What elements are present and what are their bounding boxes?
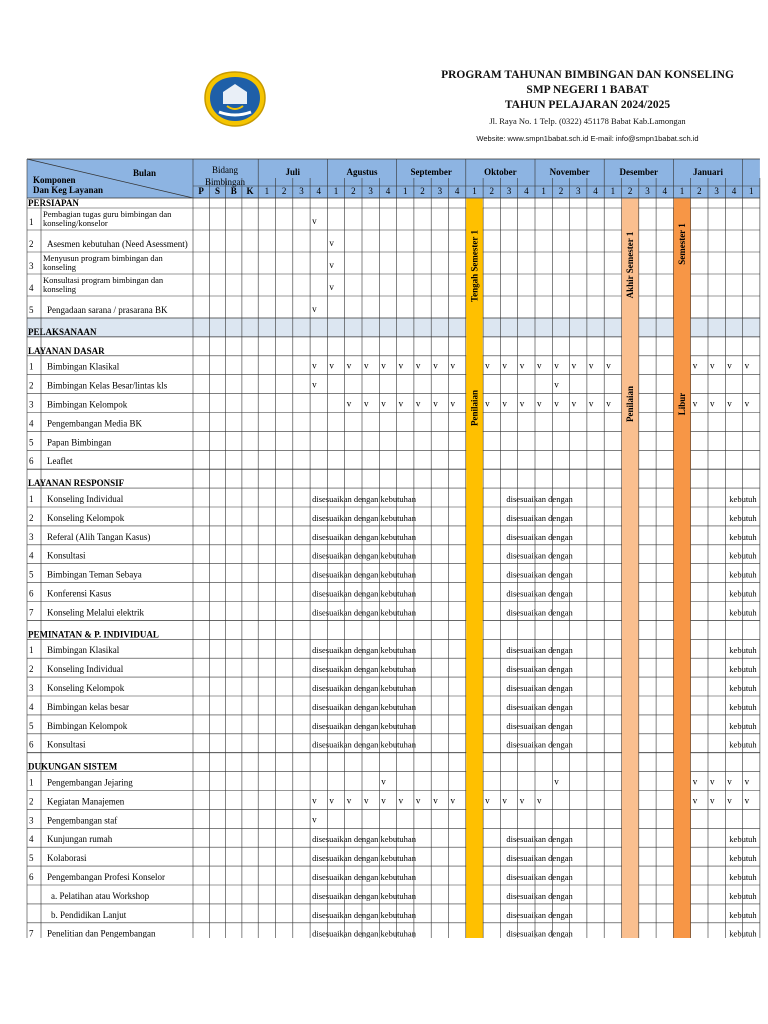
week-label: 1 [749, 186, 754, 196]
row-number: 7 [29, 607, 34, 618]
note-text: disesuaikan dengan kebutuhan [312, 834, 416, 845]
note-text: kebutuh [729, 588, 757, 599]
note-text: kebutuh [729, 928, 757, 938]
week-label: 4 [316, 186, 321, 196]
row-label: Referal (Alih Tangan Kasus) [47, 531, 151, 542]
bidang-col-S: S [214, 186, 220, 196]
schedule-mark: v [502, 795, 507, 806]
note-text: disesuaikan dengan kebutuhan [312, 664, 416, 675]
schedule-mark: v [537, 795, 542, 806]
tengah-semester-label: Tengah Semester 1 [469, 230, 480, 302]
row-number: 1 [29, 645, 34, 656]
note-text: disesuaikan dengan kebutuhan [312, 588, 416, 599]
schedule-mark: v [502, 398, 507, 409]
note-text: kebutuh [729, 909, 757, 920]
akhir-semester-label: Akhir Semester 1 [625, 231, 636, 299]
note-text: disesuaikan dengan kebutuhan [312, 739, 416, 750]
section-title: LAYANAN DASAR [28, 345, 105, 356]
schedule-mark: v [312, 795, 317, 806]
schedule-mark: v [398, 360, 404, 371]
note-text: kebutuh [729, 853, 757, 864]
note-text: disesuaikan dengan [506, 739, 573, 750]
row-number: 3 [29, 815, 34, 826]
week-label: 4 [524, 186, 529, 196]
row-label: Bimbingan Klasikal [47, 645, 120, 656]
schedule-mark: v [329, 360, 334, 371]
note-text: disesuaikan dengan [506, 588, 573, 599]
schedule-mark: v [744, 795, 750, 806]
note-text: disesuaikan dengan [506, 928, 573, 938]
schedule-mark: v [692, 776, 698, 787]
row-number: 5 [29, 569, 34, 580]
schedule-mark: v [381, 360, 386, 371]
note-text: kebutuh [729, 701, 757, 712]
schedule-mark: v [346, 795, 352, 806]
note-text: kebutuh [729, 494, 757, 504]
note-text: kebutuh [729, 512, 757, 523]
schedule-mark: v [433, 398, 438, 409]
section-title: PERSIAPAN [28, 198, 79, 208]
row-number: 4 [29, 701, 34, 712]
row-number: 4 [29, 418, 34, 429]
row-label: Pengembangan Profesi Konselor [47, 872, 165, 882]
row-number: 2 [29, 380, 34, 391]
row-number: 5 [29, 853, 34, 864]
week-label: 1 [264, 186, 270, 196]
school-logo-icon [203, 70, 267, 128]
note-text: disesuaikan dengan [506, 720, 573, 731]
bidang-label-2: Bimbingan [205, 177, 245, 187]
schedule-mark: v [554, 360, 559, 371]
week-label: 4 [454, 186, 460, 196]
note-text: kebutuh [729, 872, 757, 882]
semester-label: Semester 1 [677, 223, 688, 265]
schedule-mark: v [346, 360, 352, 371]
week-label: 1 [541, 186, 546, 196]
month-oktober: Oktober [484, 167, 517, 177]
note-text: disesuaikan dengan kebutuhan [312, 645, 416, 656]
school-website: Website: www.smpn1babat.sch.id E-mail: info@smpn1babat.sch.id [476, 134, 699, 143]
row-number: 1 [29, 777, 34, 788]
row-number: 5 [29, 305, 34, 315]
note-text: disesuaikan dengan [506, 569, 573, 580]
schedule-mark: v [519, 398, 525, 409]
month-november: November [549, 167, 590, 177]
schedule-mark: v [485, 360, 490, 371]
row-number: 2 [29, 664, 34, 675]
schedule-mark: v [710, 795, 715, 806]
note-text: disesuaikan dengan kebutuhan [312, 569, 416, 580]
schedule-mark: v [364, 795, 369, 806]
row-label: Pengadaan sarana / prasarana BK [47, 305, 168, 315]
note-text: kebutuh [729, 720, 757, 731]
week-label: 1 [403, 186, 408, 196]
schedule-mark: v [485, 398, 490, 409]
note-text: disesuaikan dengan [506, 872, 573, 882]
note-text: disesuaikan dengan kebutuhan [312, 550, 416, 561]
program-title: PROGRAM TAHUNAN BIMBINGAN DAN KONSELING [441, 69, 734, 81]
schedule-mark: v [346, 398, 352, 409]
schedule-mark: v [692, 398, 698, 409]
row-label: Bimbingan Teman Sebaya [47, 569, 142, 580]
note-text: disesuaikan dengan [506, 645, 573, 656]
schedule-mark: v [381, 398, 386, 409]
schedule-mark: v [554, 776, 559, 787]
section-title: PEMINATAN & P. INDIVIDUAL [28, 629, 159, 640]
header-fill [27, 159, 760, 198]
row-label: Konseling Kelompok [47, 683, 125, 693]
row-label: Konseling Kelompok [47, 512, 125, 523]
row-label: Konseling Individual [47, 664, 124, 675]
schedule-mark: v [554, 379, 559, 390]
section-title: PELAKSANAAN [28, 326, 97, 337]
komponen-label: Komponen [33, 175, 76, 185]
row-label: Pengembangan Jejaring [47, 777, 133, 788]
schedule-mark: v [312, 360, 317, 371]
row-number: 4 [29, 550, 34, 561]
row-number: 6 [29, 588, 34, 599]
row-label: Konseling Individual [47, 494, 124, 504]
week-label: 3 [714, 186, 719, 196]
row-label: Pembagian tugas guru bimbingan dan [43, 209, 172, 219]
note-text: disesuaikan dengan kebutuhan [312, 890, 416, 901]
week-label: 4 [731, 186, 737, 196]
note-text: disesuaikan dengan [506, 834, 573, 845]
row-number: 3 [29, 399, 34, 410]
week-label: 4 [593, 186, 598, 196]
row-number: 2 [29, 796, 34, 807]
month-desember: Desember [619, 167, 659, 177]
section-row [27, 753, 760, 772]
week-label: 2 [351, 186, 356, 196]
schedule-mark: v [692, 360, 698, 371]
note-text: kebutuh [729, 645, 757, 656]
schedule-mark: v [744, 360, 750, 371]
note-text: disesuaikan dengan [506, 494, 573, 504]
row-label: a. Pelatihan atau Workshop [51, 890, 150, 901]
schedule-mark: v [727, 398, 732, 409]
schedule-mark: v [606, 398, 611, 409]
week-label: 1 [610, 186, 616, 196]
row-number: 3 [29, 261, 34, 271]
schedule-mark: v [710, 398, 715, 409]
program-table-grid [25, 158, 768, 938]
schedule-mark: v [433, 360, 438, 371]
row-number: 1 [29, 217, 34, 227]
schedule-mark: v [537, 360, 542, 371]
schedule-mark: v [727, 776, 732, 787]
note-text: disesuaikan dengan kebutuhan [312, 607, 416, 618]
schedule-mark: v [571, 360, 577, 371]
week-label: 4 [385, 186, 391, 196]
note-text: kebutuh [729, 834, 757, 845]
row-label: Bimbingan Kelompok [47, 720, 128, 731]
week-label: 2 [558, 186, 564, 196]
schedule-mark: v [312, 216, 317, 226]
row-label: Papan Bimbingan [47, 437, 112, 448]
bidang-label: Bidang [212, 165, 238, 175]
schedule-mark: v [727, 360, 732, 371]
note-text: kebutuh [729, 550, 757, 561]
schedule-mark: v [415, 398, 421, 409]
note-text: disesuaikan dengan [506, 701, 573, 712]
note-text: kebutuh [729, 890, 757, 901]
row-label: konseling/konselor [43, 218, 108, 228]
row-number: 5 [29, 720, 34, 731]
row-number: 1 [29, 494, 34, 504]
schedule-mark: v [398, 398, 404, 409]
schedule-mark: v [364, 360, 369, 371]
row-number: 7 [29, 928, 34, 938]
libur-label: Libur [677, 392, 688, 416]
school-address: Jl. Raya No. 1 Telp. (0322) 451178 Babat Kab.Lamongan [489, 116, 686, 126]
row-label: Pengembangan staf [47, 815, 118, 826]
week-label: 1 [679, 186, 685, 196]
row-label: Penelitian dan Pengembangan [47, 928, 156, 938]
akhir-semester-band-cover [622, 199, 639, 939]
week-label: 2 [697, 186, 702, 196]
schedule-mark: v [537, 398, 542, 409]
section-title: LAYANAN RESPONSIF [28, 478, 125, 489]
note-text: disesuaikan dengan kebutuhan [312, 928, 416, 938]
note-text: kebutuh [729, 607, 757, 618]
schedule-mark: v [588, 398, 594, 409]
schedule-mark: v [433, 795, 438, 806]
row-label: Konseling Melalui elektrik [47, 607, 144, 618]
row-label: Kunjungan rumah [47, 834, 113, 845]
note-text: disesuaikan dengan kebutuhan [312, 701, 416, 712]
row-number: 1 [29, 361, 34, 372]
row-number: 6 [29, 872, 34, 882]
schedule-mark: v [415, 795, 421, 806]
program-table [25, 158, 768, 938]
note-text: disesuaikan dengan kebutuhan [312, 872, 416, 882]
row-label: Asesmen kebutuhan (Need Asessment) [47, 239, 188, 249]
schedule-mark: v [312, 304, 317, 314]
note-text: kebutuh [729, 739, 757, 750]
row-label: Bimbingan Kelompok [47, 399, 128, 410]
row-label: Konsultasi program bimbingan dan [43, 275, 164, 285]
week-label: 4 [662, 186, 667, 196]
note-text: disesuaikan dengan kebutuhan [312, 512, 416, 523]
row-label: Bimbingan Kelas Besar/lintas kls [47, 380, 168, 391]
document-header [0, 0, 768, 158]
month-agustus: Agustus [346, 167, 378, 177]
schedule-mark: v [744, 776, 750, 787]
row-number: 5 [29, 437, 34, 448]
schedule-mark: v [588, 360, 594, 371]
section-row [27, 469, 760, 488]
note-text: disesuaikan dengan [506, 683, 573, 693]
bidang-col-K: K [246, 186, 254, 196]
note-text: disesuaikan dengan kebutuhan [312, 853, 416, 864]
note-text: disesuaikan dengan [506, 512, 573, 523]
note-text: disesuaikan dengan [506, 607, 573, 618]
month-juli: Juli [285, 167, 301, 177]
schedule-mark: v [329, 282, 334, 292]
komponen-label-2: Dan Keg Layanan [33, 185, 104, 195]
schedule-mark: v [519, 795, 525, 806]
school-year: TAHUN PELAJARAN 2024/2025 [504, 99, 671, 111]
row-label: Menyusun program bimbingan dan [43, 253, 163, 263]
schedule-mark: v [554, 398, 559, 409]
schedule-mark: v [381, 795, 386, 806]
row-label: Kolaborasi [47, 853, 87, 864]
note-text: kebutuh [729, 664, 757, 675]
row-number: 6 [29, 456, 34, 467]
note-text: disesuaikan dengan [506, 853, 573, 864]
note-text: disesuaikan dengan [506, 890, 573, 901]
row-number: 2 [29, 512, 34, 523]
week-label: 2 [281, 186, 287, 196]
week-label: 3 [576, 186, 581, 196]
note-text: kebutuh [729, 531, 757, 542]
row-label: Bimbingan kelas besar [47, 701, 129, 712]
note-text: disesuaikan dengan kebutuhan [312, 494, 416, 504]
tengah-penilaian-label: Penilaian [469, 389, 480, 427]
schedule-mark: v [710, 360, 715, 371]
schedule-mark: v [519, 360, 525, 371]
section-row [27, 337, 760, 356]
row-label: Konsultasi [47, 739, 86, 750]
schedule-mark: v [398, 795, 404, 806]
schedule-mark: v [450, 398, 455, 409]
note-text: disesuaikan dengan [506, 531, 573, 542]
schedule-mark: v [727, 795, 732, 806]
note-text: disesuaikan dengan kebutuhan [312, 683, 416, 693]
row-number: 3 [29, 683, 34, 693]
schedule-mark: v [329, 795, 334, 806]
note-text: disesuaikan dengan [506, 664, 573, 675]
semester-band-cover [674, 199, 691, 939]
row-label: konseling [43, 284, 77, 294]
note-text: disesuaikan dengan kebutuhan [312, 909, 416, 920]
row-number: 4 [29, 283, 34, 293]
note-text: kebutuh [729, 569, 757, 580]
week-label: 3 [299, 186, 304, 196]
bulan-label: Bulan [133, 168, 157, 178]
row-label: konseling [43, 262, 77, 272]
schedule-mark: v [329, 238, 334, 248]
bidang-col-P: P [198, 186, 204, 196]
schedule-mark: v [450, 360, 455, 371]
schedule-mark: v [415, 360, 421, 371]
schedule-mark: v [364, 398, 369, 409]
section-row [27, 198, 760, 208]
note-text: disesuaikan dengan kebutuhan [312, 720, 416, 731]
row-label: Konferensi Kasus [47, 588, 112, 599]
week-label: 3 [506, 186, 512, 196]
row-label: Kegiatan Manajemen [47, 796, 125, 807]
week-label: 1 [333, 186, 339, 196]
school-name: SMP NEGERI 1 BABAT [526, 84, 649, 96]
akhir-penilaian-label: Penilaian [625, 385, 636, 423]
week-label: 2 [420, 186, 425, 196]
schedule-mark: v [450, 795, 455, 806]
week-label: 3 [368, 186, 373, 196]
section-title: DUKUNGAN SISTEM [28, 761, 118, 772]
row-number: 2 [29, 239, 34, 249]
schedule-mark: v [502, 360, 507, 371]
bidang-col-B: B [230, 186, 237, 196]
schedule-mark: v [744, 398, 750, 409]
schedule-mark: v [606, 360, 611, 371]
row-label: b. Pendidikan Lanjut [51, 909, 127, 920]
week-label: 1 [472, 186, 477, 196]
schedule-mark: v [312, 379, 317, 390]
week-label: 3 [645, 186, 650, 196]
section-row [27, 318, 760, 337]
note-text: disesuaikan dengan kebutuhan [312, 531, 416, 542]
schedule-mark: v [381, 776, 386, 787]
schedule-mark: v [692, 795, 698, 806]
row-label: Leaflet [47, 456, 73, 467]
row-number: 6 [29, 739, 34, 750]
month-september: September [410, 167, 452, 177]
row-label: Konsultasi [47, 550, 86, 561]
note-text: disesuaikan dengan [506, 550, 573, 561]
schedule-mark: v [329, 260, 334, 270]
note-text: disesuaikan dengan [506, 909, 573, 920]
row-label: Bimbingan Klasikal [47, 361, 120, 372]
schedule-mark: v [312, 814, 317, 825]
schedule-mark: v [485, 795, 490, 806]
row-number: 3 [29, 531, 34, 542]
week-label: 2 [489, 186, 494, 196]
schedule-mark: v [571, 398, 577, 409]
month-januari: Januari [692, 167, 724, 177]
week-label: 3 [437, 186, 443, 196]
note-text: kebutuh [729, 683, 757, 693]
schedule-mark: v [710, 776, 715, 787]
row-number: 4 [29, 834, 34, 845]
row-label: Pengembangan Media BK [47, 418, 142, 429]
tengah-semester-band-cover [466, 199, 483, 939]
week-label: 2 [627, 186, 633, 196]
